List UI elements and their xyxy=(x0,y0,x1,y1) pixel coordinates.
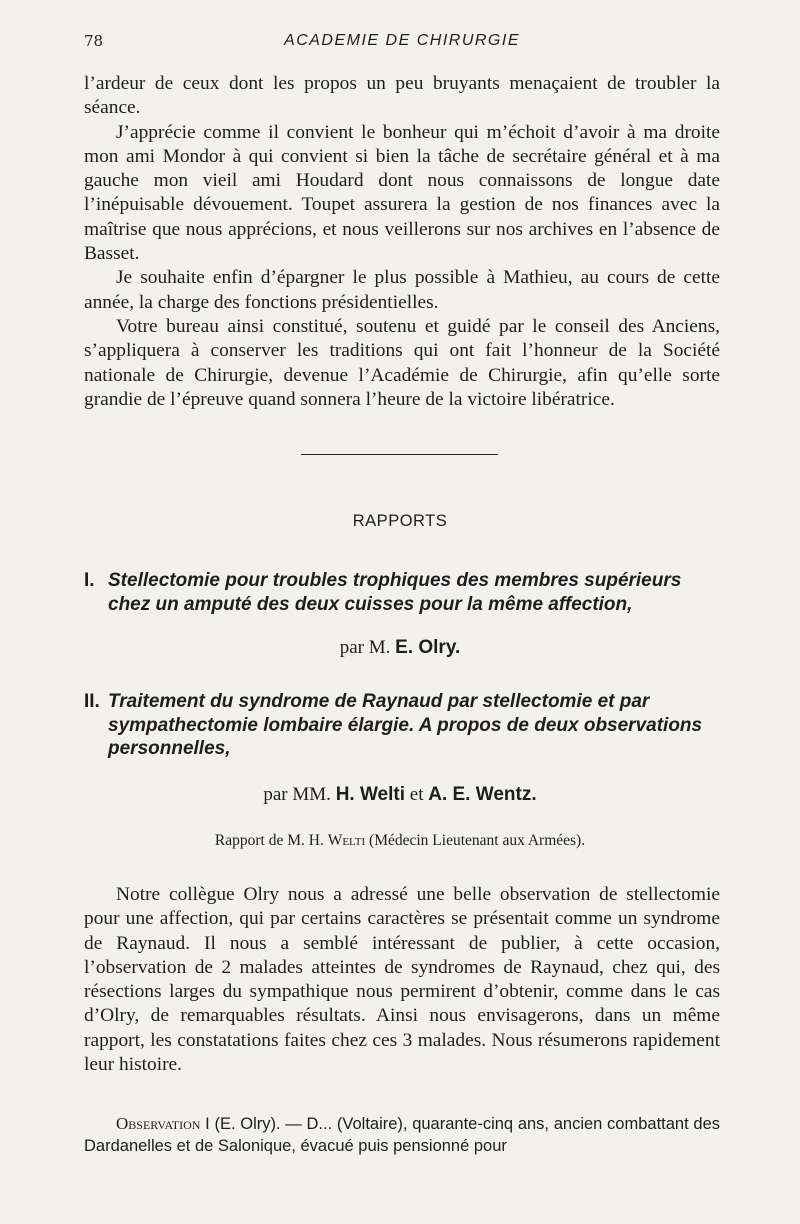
byline-author: A. E. Wentz. xyxy=(428,784,537,805)
observation-label: Observation xyxy=(116,1114,201,1133)
paragraph: J’apprécie comme il convient le bonheur qui m’échoit d’avoir à ma droite mon ami Mondor à qui convient si bien la tâche de secrétaire général et à ma gauche mon vieil ami Houdard dont nous connaissons de longue date l’inépuisable dévouement. Toupet assurera la gestion de nos finances avec la maîtrise que nous apprécions, et nous veillerons sur nos archives en l’absence de Basset. xyxy=(84,121,720,265)
byline-prefix: par xyxy=(339,637,364,658)
paragraph: Notre collègue Olry nous a adressé une belle observation de stellectomie pour une affection, qui par certains caractères se présentait comme un syndrome de Raynaud. Il nous a semblé intéressant de publier, à cette occasion, l’observation de 2 malades atteintes de syndromes de Raynaud, chez qui, des résections larges du sympathique nous permirent d’obtenir, comme dans le cas d’Olry, de remarquables résultats. Ainsi nous envisagerons, dans un même rapport, les constatations faites chez ces 3 malades. Nous résumerons rapidement leur histoire. xyxy=(84,884,720,1076)
paragraph: l’ardeur de ceux dont les propos un peu bruyants menaçaient de troubler la séance. xyxy=(84,73,720,119)
report-title-text: Traitement du syndrome de Raynaud par stellectomie et par sympathectomie lombaire élargie. A propos de deux observations personnelles, xyxy=(108,691,703,759)
observation-text: I (E. Olry). — D... (Voltaire), quarante-cinq ans, ancien combattant des Dardanelles et de Salonique, évacué puis pensionné pour xyxy=(84,1115,720,1155)
byline-conjunction: et xyxy=(409,784,424,805)
paragraph: Je souhaite enfin d’épargner le plus possible à Mathieu, au cours de cette année, la charge des fonctions présidentielles. xyxy=(84,267,720,313)
report-2-byline xyxy=(0,784,800,806)
byline-author: E. Olry. xyxy=(395,637,461,658)
running-head: ACADEMIE DE CHIRURGIE xyxy=(284,32,520,49)
rapport-name: Welti xyxy=(327,832,366,849)
byline-prefix: par xyxy=(263,784,288,805)
rapport-line xyxy=(0,832,800,850)
report-1-byline xyxy=(0,637,800,659)
intro-text xyxy=(84,72,720,412)
observation-paragraph xyxy=(84,1113,720,1157)
section-title: RAPPORTS xyxy=(352,512,448,530)
page-header xyxy=(84,30,720,56)
report-numeral: II. xyxy=(84,691,100,712)
section-divider xyxy=(301,454,498,455)
rapport-suffix: (Médecin Lieutenant aux Armées). xyxy=(369,832,586,849)
rapport-prefix: Rapport de M. H. xyxy=(214,832,324,849)
page-number: 78 xyxy=(84,32,104,50)
main-text xyxy=(84,883,720,1077)
report-numeral: I. xyxy=(84,570,95,591)
report-title-text: Stellectomie pour troubles trophiques des membres supérieurs chez un amputé des deux cuisses pour la même affection, xyxy=(108,570,682,615)
byline-title: MM. xyxy=(292,784,331,805)
paragraph: Votre bureau ainsi constitué, soutenu et guidé par le conseil des Anciens, s’appliquera à conserver les traditions qui ont fait l’honneur de la Société nationale de Chirurgie, devenue l’Académie de Chirurgie, afin qu’elle sorte grandie de l’épreuve quand sonnera l’heure de la victoire libératrice. xyxy=(84,315,720,410)
byline-title: M. xyxy=(368,637,391,658)
report-title-1 xyxy=(84,569,724,616)
byline-author: H. Welti xyxy=(335,784,406,805)
report-title-2 xyxy=(84,690,724,761)
